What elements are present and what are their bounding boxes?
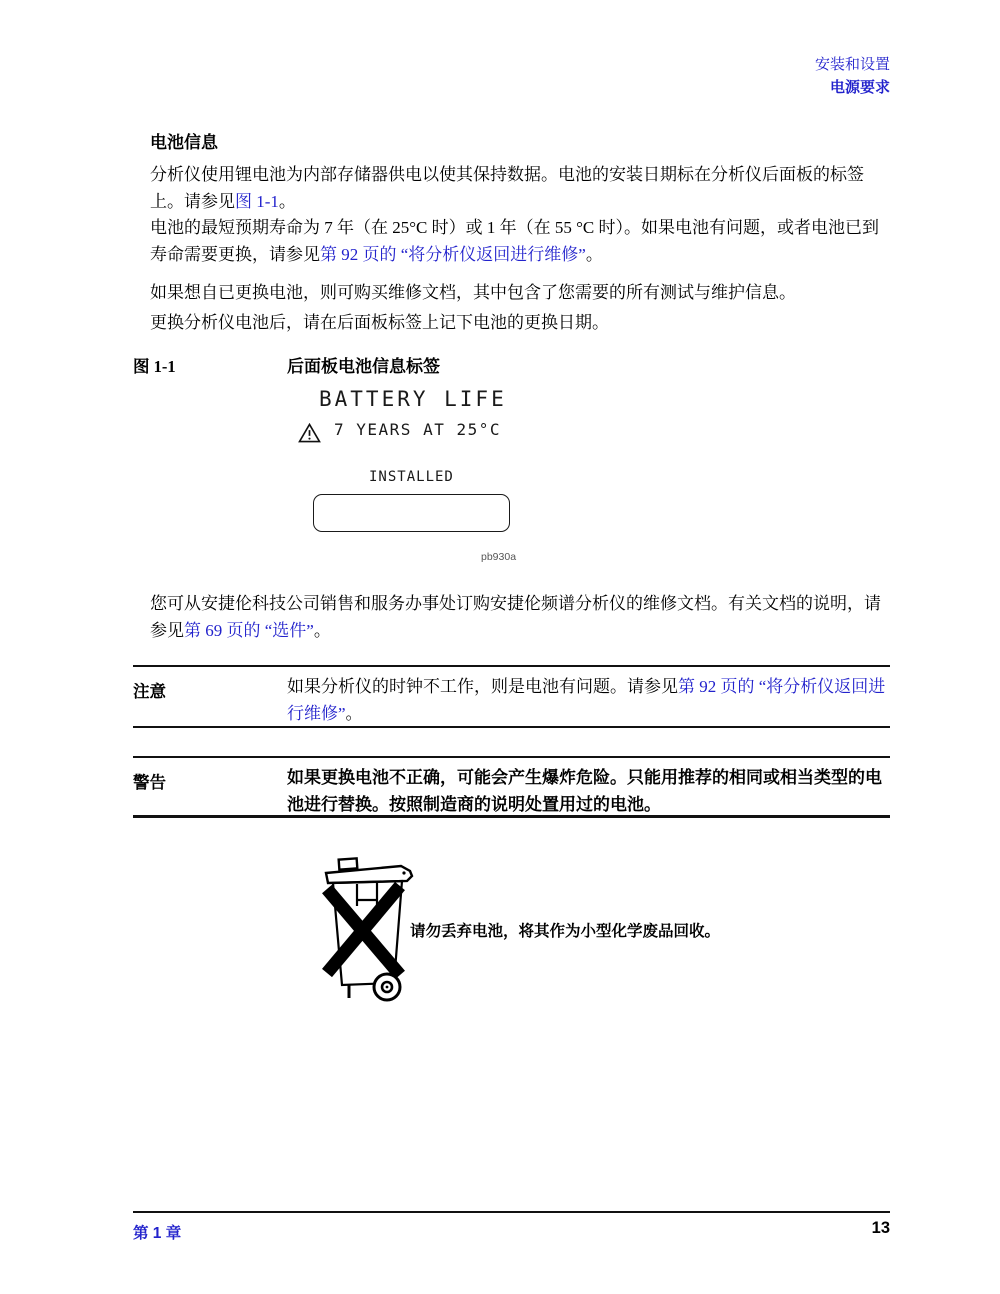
battery-years-text: 7 YEARS AT 25°C (334, 420, 501, 439)
running-header (550, 53, 890, 99)
footer-chapter: 第 1 章 (133, 1225, 182, 1242)
figure-1-1-link[interactable]: 图 1-1 (235, 191, 279, 211)
footer-page-number: 13 (871, 1219, 890, 1237)
paragraph-text: 电池的最短预期寿命为 7 年（在 25°C 时）或 1 年（在 55 °C 时）。如果电池有问题，或者电池已到寿命需要更换，请参见 (150, 218, 880, 264)
page-92-service-link[interactable]: 第 92 页的 “将分析仪返回进行维修” (320, 244, 586, 264)
warning-label: 警告 (133, 774, 166, 792)
recycle-instruction: 请勿丢弃电池，将其作为小型化学废品回收。 (410, 923, 721, 940)
installed-date-box (313, 494, 510, 532)
paragraph-text: 。 (313, 620, 331, 640)
figure-label: 图 1-1 (133, 357, 176, 376)
battery-life-text: BATTERY LIFE (319, 387, 507, 411)
header-subsection: 电源要求 (829, 79, 890, 96)
paragraph-self-replace: 如果想自已更换电池，则可购买维修文档，其中包含了您需要的所有测试与维护信息。 (150, 283, 796, 302)
paragraph-text: 分析仪使用锂电池为内部存储器供电以使其保持数据。电池的安装日期标在分析仪后面板的标签上。请参见 (150, 165, 864, 211)
paragraph-record-date: 更换分析仪电池后，请在后面板标签上记下电池的更换日期。 (150, 313, 609, 332)
paragraph-text: 您可从安捷伦科技公司销售和服务办事处订购安捷伦频谱分析仪的维修文档。有关文档的说明，请参见 (150, 594, 881, 640)
paragraph-order-docs (150, 591, 885, 644)
crossed-out-bin-icon (321, 856, 418, 1006)
footer-rule (133, 1211, 890, 1213)
figure-title: 后面板电池信息标签 (287, 357, 440, 376)
warning-triangle-icon (298, 423, 321, 443)
page-69-options-link[interactable]: 第 69 页的 “选件” (184, 620, 314, 640)
warning-top-rule (133, 756, 890, 758)
note-top-rule (133, 665, 890, 667)
note-body: 如果分析仪的时钟不工作，则是电池有问题。请参见 (287, 677, 678, 696)
note-bottom-rule (133, 726, 890, 728)
section-heading: 电池信息 (150, 133, 218, 152)
paragraph-text: 。 (278, 191, 296, 211)
paragraph-battery-life (150, 215, 880, 268)
installed-label: INSTALLED (369, 469, 454, 485)
figure-code: pb930a (481, 551, 517, 563)
note-text (287, 674, 890, 727)
note-label: 注意 (133, 683, 166, 701)
warning-bottom-rule (133, 815, 890, 818)
note-body: 。 (345, 703, 363, 723)
paragraph-battery-intro (150, 162, 880, 215)
paragraph-text: 。 (585, 244, 603, 264)
warning-text: 如果更换电池不正确，可能会产生爆炸危险。只能用推荐的相同或相当类型的电池进行替换。按照制造商的说明处置用过的电池。 (287, 768, 882, 814)
header-section: 安装和设置 (814, 56, 890, 73)
note-page-92-link[interactable]: 第 92 页的 “将分析仪返回进行维修” (287, 677, 886, 723)
